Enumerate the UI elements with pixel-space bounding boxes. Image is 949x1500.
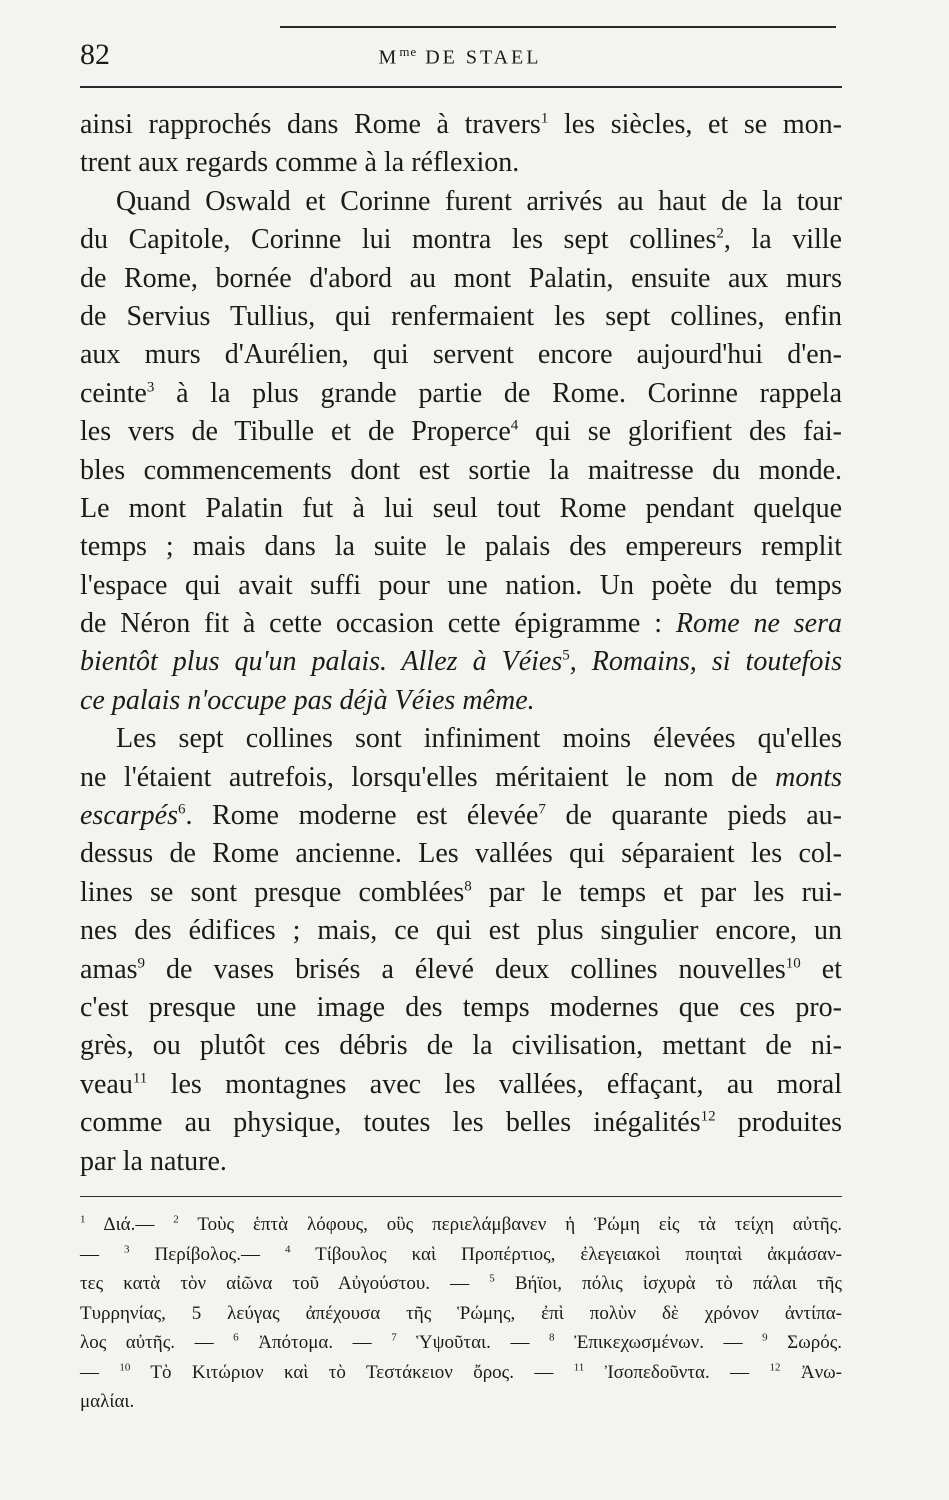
footnote-ref[interactable]: 9 — [137, 955, 146, 972]
text-line: les vers de Tibulle et de Properce$^4$ qui se glorifient des fai- — [80, 416, 842, 448]
text-line: nes des édifices ; mais, ce qui est plus singulier encore, un — [80, 915, 842, 947]
footnote-line: τες κατὰ τὸν αἰῶνα τοῦ Αὐγούστου. — $^5$ Βήϊοι, πόλις ἰσχυρὰ τὸ πάλαι τῆς — [80, 1272, 842, 1294]
footnote-ref[interactable]: 7 — [538, 801, 546, 818]
text-line: grès, ou plutôt ces débris de la civilisation, mettant de ni- — [80, 1030, 842, 1062]
text-line: c'est presque une image des temps modernes que ces pro- — [80, 991, 842, 1023]
main-text — [80, 106, 842, 1181]
text-line: temps ; mais dans la suite le palais des empereurs remplit — [80, 531, 842, 563]
footnote-line: $^1$ Διά.— $^2$ Τοὺς ἑπτὰ λόφους, οὓς περιελάμβανεν ἡ Ῥώμη εἰς τὰ τείχη αὐτῆς. — [80, 1213, 842, 1235]
text-line: lines se sont presque comblées$^8$ par le temps et par les rui- — [80, 876, 842, 908]
text-line: Quand Oswald et Corinne furent arrivés au haut de la tour — [116, 185, 842, 217]
text-line: escarpés$^6$. Rome moderne est élevée$^7$ de quarante pieds au- — [80, 800, 842, 832]
text-line: ceinte$^3$ à la plus grande partie de Rome. Corinne rappela — [80, 377, 842, 409]
text-line: ne l'étaient autrefois, lorsqu'elles méritaient le nom de monts — [80, 761, 842, 793]
footnote-ref[interactable]: 4 — [510, 417, 519, 434]
running-title: $M^{me}$ DE STAEL — [378, 44, 542, 69]
text-line: ainsi rapprochés dans Rome à travers$^1$ les siècles, et se mon- — [80, 109, 842, 140]
text-line: de Néron fit à cette occasion cette épigramme : Rome ne sera — [80, 608, 843, 640]
text-line: aux murs d'Aurélien, qui servent encore aujourd'hui d'en- — [80, 339, 842, 371]
page-number: 82 — [80, 38, 110, 71]
footnote-rule — [80, 1196, 842, 1197]
text-line: comme au physique, toutes les belles inégalités$^{12}$ produites — [80, 1107, 842, 1139]
footnote-ref[interactable]: 1 — [540, 110, 549, 127]
top-rule — [280, 26, 836, 28]
footnote-line: — $^{10}$ Τὸ Κιτώριον καὶ τὸ Τεστάκειον ὄρος. — $^{11}$ Ἰσοπεδοῦντα. — $^{12}$ Ἀνω- — [80, 1361, 843, 1383]
text-line: amas$^9$ de vases brisés a élevé deux collines nouvelles$^{10}$ et — [80, 953, 842, 985]
footnote-line: — $^3$ Περίβολος.— $^4$ Τίβουλος καὶ Προπέρτιος, ἐλεγειακοὶ ποιηταὶ ἀκμάσαν- — [80, 1243, 843, 1265]
footnote-ref[interactable]: 12 — [700, 1108, 716, 1125]
footnote-ref[interactable]: 3 — [146, 379, 155, 396]
text-line: l'espace qui avait suffi pour une nation. Un poète du temps — [80, 569, 842, 601]
text-line: ce palais n'occupe pas déjà Véies même. — [80, 684, 535, 716]
footnote-ref[interactable]: 6 — [177, 801, 186, 818]
footnote-line: λος αὐτῆς. — $^6$ Ἀπότομα. — $^7$ Ὑψοῦται. — $^8$ Ἐπικεχωσμένων. — $^9$ Σωρός. — [80, 1331, 843, 1353]
text-line: de Servius Tullius, qui renfermaient les sept collines, enfin — [80, 300, 842, 332]
footnote-line: μαλίαι. — [80, 1391, 135, 1412]
text-line: bientôt plus qu'un palais. Allez à Véies$^5$, Romains, si toutefois — [80, 646, 842, 678]
text-line: par la nature. — [80, 1145, 227, 1177]
footnotes — [80, 1210, 842, 1417]
footnote-ref[interactable]: 2 — [716, 225, 724, 242]
footnote-ref[interactable]: 8 — [464, 878, 472, 895]
text-line: Les sept collines sont infiniment moins élevées qu'elles — [116, 723, 842, 755]
text-line: trent aux regards comme à la réflexion. — [80, 147, 520, 179]
footnote-ref[interactable]: 10 — [785, 955, 801, 972]
footnote-ref[interactable]: 5 — [562, 648, 570, 665]
text-line: dessus de Rome ancienne. Les vallées qui séparaient les col- — [80, 838, 842, 870]
running-header — [80, 38, 840, 78]
header-rule — [80, 86, 842, 88]
footnote-line: Τυρρηνίας, 5 λεύγας ἀπέχουσα τῆς Ῥώμης, ἐπὶ πολὺν δὲ χρόνον ἀντίπα- — [80, 1302, 842, 1324]
text-line: veau$^{11}$ les montagnes avec les vallées, effaçant, au moral — [80, 1068, 842, 1100]
text-line: du Capitole, Corinne lui montra les sept collines$^2$, la ville — [80, 224, 842, 256]
text-line: de Rome, bornée d'abord au mont Palatin, ensuite aux murs — [80, 262, 842, 294]
text-line: Le mont Palatin fut à lui seul tout Rome pendant quelque — [80, 492, 842, 524]
footnote-ref[interactable]: 11 — [132, 1070, 148, 1087]
text-line: bles commencements dont est sortie la maitresse du monde. — [80, 454, 842, 486]
